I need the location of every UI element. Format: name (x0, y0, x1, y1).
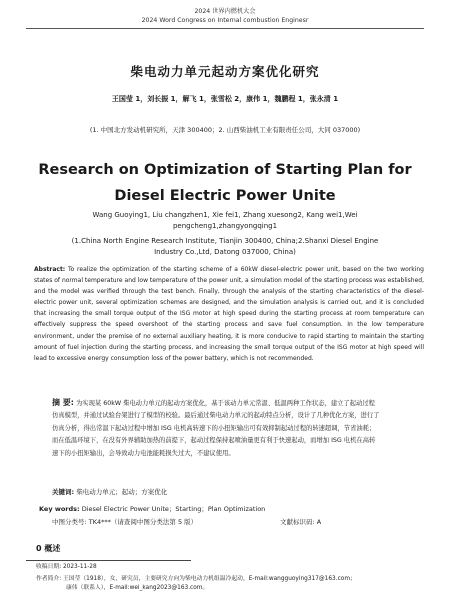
en-title-line2: Diesel Electric Power Unite (114, 188, 336, 204)
cn-keywords-label: 关键词: (52, 488, 75, 496)
cn-abstract-label: 摘 要: (52, 398, 74, 407)
cn-authors: 王国莹 1，刘长振 1，解飞 1，张雪松 2，康伟 1，魏鹏程 1，张永清 1 (111, 95, 339, 103)
clc-number: 中图分类号: TK4***（请查阅中图分类法第 5 版） (52, 518, 198, 526)
conference-header-cn: 2024 世界内燃机大会 (194, 8, 256, 15)
abstract-text: To realize the optimization of the starting scheme of a 60kW diesel-electric power unit, based on the two working states of normal temperature and low temperature of the power unit, a simulation model of the starting process was established, and the model was verified through the test bench. Finally, through the analysis of the starting characteristics of the diesel-electric power unit, several optimization schemes are designed, and the simulation analysis is carried out, and it is concluded that increasing the small torque output of the ISG motor at high speed during the starting process at room temperature can effectively suppress the speed overshoot of the starting process and save fuel consumption. In the low temperature environment, under the premise of no external auxiliary heating, it is more conducive to rapid starting to maintain the starting amount of fuel injection during the starting process, and increasing the small torque output of the ISG motor at high speed will lead to excessive energy consumption loss of the power battery, which is not recommended. (34, 266, 424, 362)
received-date: 收稿日期: 2023-11-28 (36, 564, 97, 570)
en-authors-line1: Wang Guoying1, Liu changzhen1, Xie fei1, Zhang xuesong2, Kang wei1,Wei (92, 211, 358, 219)
en-keywords-label: Key words: (39, 505, 80, 513)
abstract-label: Abstract: (34, 266, 66, 273)
en-authors-line2: pengcheng1,zhangyongqing1 (172, 222, 278, 230)
en-keywords (39, 504, 265, 513)
header-divider (26, 28, 424, 29)
en-keywords-text: Diesel Electric Power Unite；Starting；Plan Optimization (81, 505, 266, 513)
document-code: 文献标识码: A (280, 518, 322, 526)
cn-affiliation: (1. 中国北方发动机研究所，天津 300400；2. 山西柴油机工业有限责任公司，大同 037000) (89, 126, 361, 134)
section-heading: 0 概述 (36, 544, 61, 553)
footnote-divider (26, 560, 191, 561)
cn-abstract-text: 为实现某 60kW 柴电动力单元的起动方案优化，基于该动力单元常温、低温两种工作状态，建立了起动过程仿真模型，并通过试验台架进行了模型的校验。最后通过柴电动力单元的起动特点分析，设计了几种优化方案，进行了仿真分析，得出常温下起动过程中增加 ISG 电机高转速下的小扭矩输出可有效抑制起动过程的转速超调，节省油耗；而在低温环境下，在没有外界辅助加热的前提下，起动过程保持起喷油量更有利于快速起动，而增加 ISG 电机在高转速下的小扭矩输出，会导致动力电池能耗损失过大，不建议使用。 (52, 400, 380, 457)
cn-abstract (52, 397, 380, 460)
en-title-line1: Research on Optimization of Starting Plan for (38, 162, 412, 178)
en-affiliation-line1: (1.China North Engine Research Institute, Tianjin 300400, China;2.Shanxi Diesel Engine (71, 237, 379, 245)
conference-header-en: 2024 Word Congress on Internal combustion Enginesr (141, 17, 309, 24)
en-affiliation-line2: Industry Co.,Ltd, Datong 037000, China) (154, 248, 296, 256)
cn-keywords (52, 487, 167, 496)
author-intro-line1: 作者简介: 王国莹（1918），女，研究员，主要研究方向为柴电动力机组温冷起动，E-mail:wangguoying317@163.com； (36, 576, 356, 582)
en-abstract (34, 264, 424, 364)
cn-title: 柴电动力单元起动方案优化研究 (130, 64, 320, 79)
cn-keywords-text: 柴电动力单元；起动；方案优化 (76, 488, 168, 496)
author-intro-line2: 康伟（联系人），E-mail:wei_kang2023@163.com。 (66, 585, 209, 591)
